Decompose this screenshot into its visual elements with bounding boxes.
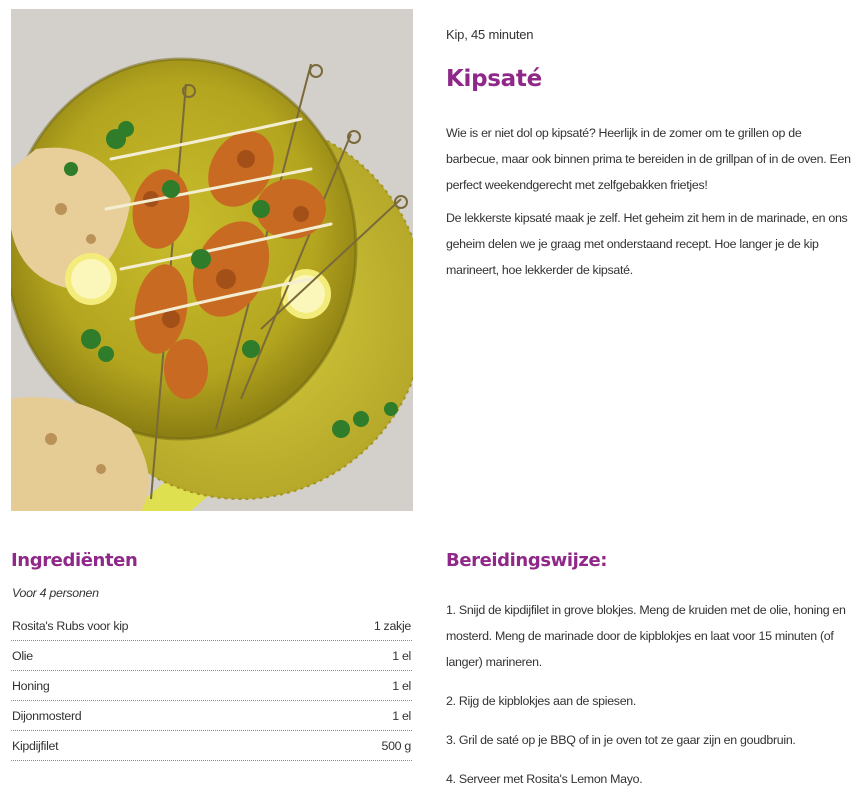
recipe-title: Kipsaté: [446, 66, 542, 92]
ingredient-name: Dijonmosterd: [12, 708, 82, 723]
ingredient-amount: 1 el: [392, 708, 411, 723]
ingredient-amount: 500 g: [381, 738, 411, 753]
ingredient-row: [11, 671, 412, 701]
ingredients-heading: Ingrediënten: [11, 550, 138, 571]
ingredient-amount: 1 el: [392, 648, 411, 663]
preparation-step: 4. Serveer met Rosita's Lemon Mayo.: [446, 772, 643, 786]
recipe-photo: [11, 9, 413, 511]
ingredient-amount: 1 zakje: [373, 618, 411, 633]
ingredient-amount: 1 el: [392, 678, 411, 693]
preparation-step: 2. Rijg de kipblokjes aan de spiesen.: [446, 694, 637, 708]
ingredient-row: [11, 611, 412, 641]
recipe-intro: [446, 120, 856, 290]
ingredient-row: [11, 701, 412, 731]
ingredient-name: Honing: [12, 678, 50, 693]
ingredient-row: [11, 731, 412, 761]
servings-label: Voor 4 personen: [12, 586, 99, 600]
preparation-step: 1. Snijd de kipdijfilet in grove blokjes. Meng de kruiden met de olie, honing en mosterd. Meng de marinade door de kipblokjes en laat voor 15 minuten (of langer) marineren.: [446, 603, 846, 669]
intro-paragraph: De lekkerste kipsaté maak je zelf. Het geheim zit hem in de marinade, en ons geheim delen we je graag met onderstaand recept. Hoe langer je de kip marineert, hoe lekkerder de kipsaté.: [446, 211, 848, 277]
preparation-steps: [446, 597, 846, 800]
ingredient-row: [11, 641, 412, 671]
ingredient-name: Kipdijfilet: [12, 738, 59, 753]
ingredient-name: Rosita's Rubs voor kip: [12, 618, 129, 633]
recipe-meta: Kip, 45 minuten: [446, 27, 534, 42]
ingredient-name: Olie: [12, 648, 33, 663]
intro-paragraph: Wie is er niet dol op kipsaté? Heerlijk in de zomer om te grillen op de barbecue, maar ook binnen prima te bereiden in de grillpan of in de oven. Een perfect weekendgerecht met zelfgebakken frietjes!: [446, 126, 851, 192]
ingredients-table: [11, 611, 412, 761]
preparation-step: 3. Gril de saté op je BBQ of in je oven tot ze gaar zijn en goudbruin.: [446, 733, 796, 747]
preparation-heading: Bereidingswijze:: [446, 550, 608, 571]
